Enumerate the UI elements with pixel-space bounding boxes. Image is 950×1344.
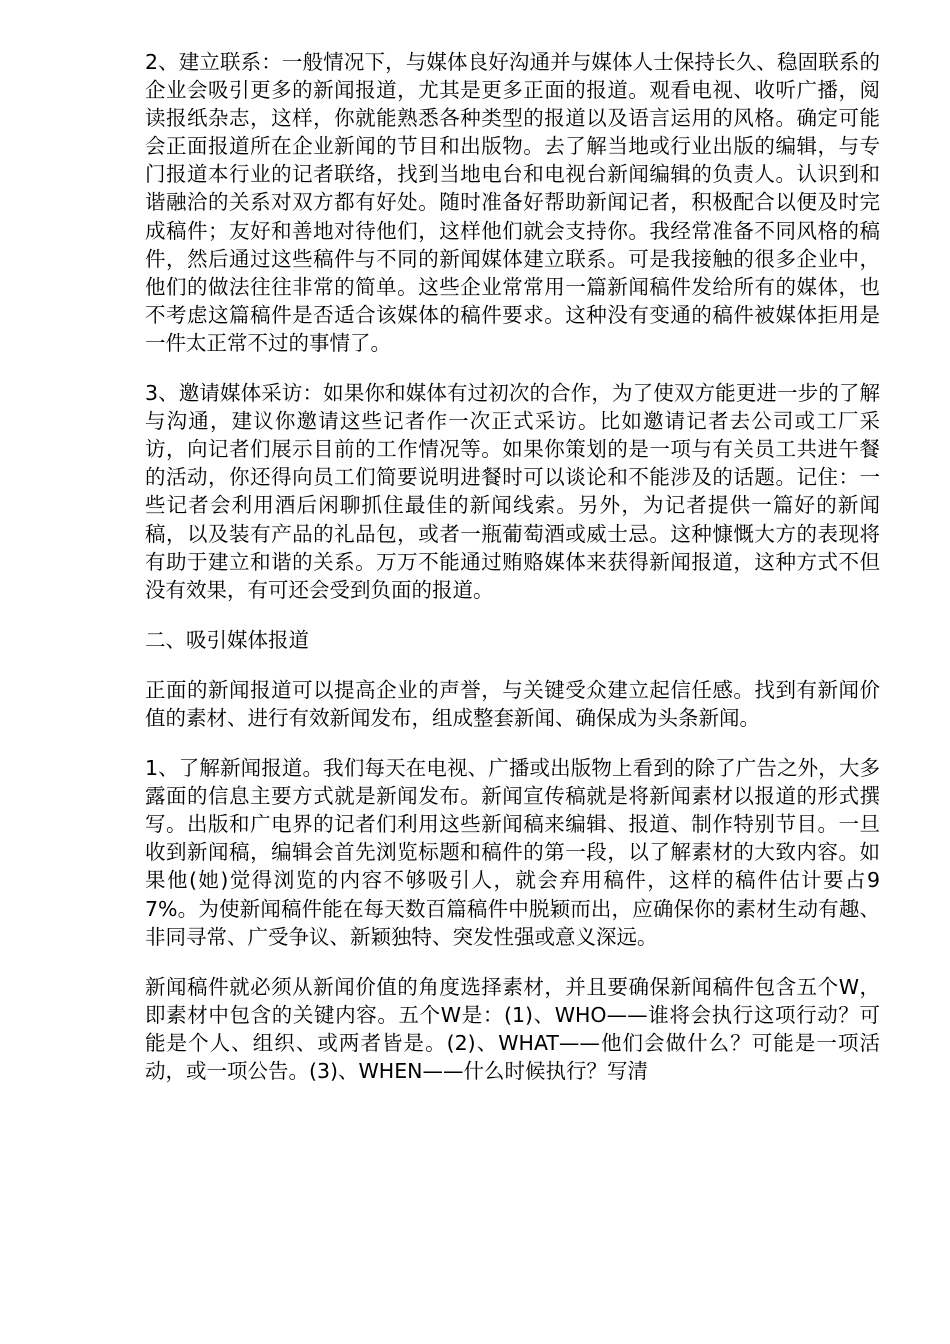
paragraph-positive-coverage: 正面的新闻报道可以提高企业的声誉，与关键受众建立起信任感。找到有新闻价值的素材、进行有效新闻发布，组成整套新闻、确保成为头条新闻。 bbox=[145, 677, 880, 730]
document-page bbox=[145, 48, 880, 1107]
paragraph-understand-news: 1、了解新闻报道。我们每天在电视、广播或出版物上看到的除了广告之外，大多露面的信息主要方式就是新闻发布。新闻宣传稿就是将新闻素材以报道的形式撰写。出版和广电界的记者们利用这些新闻稿来编辑、报道、制作特别节目。一旦收到新闻稿，编辑会首先浏览标题和稿件的第一段，以了解素材的大致内容。如果他(她)觉得浏览的内容不够吸引人，就会弃用稿件，这样的稿件估计要占97%。为使新闻稿件能在每天数百篇稿件中脱颖而出，应确保你的素材生动有趣、非同寻常、广受争议、新颖独特、突发性强或意义深远。 bbox=[145, 756, 880, 949]
paragraph-build-relations: 2、建立联系：一般情况下，与媒体良好沟通并与媒体人士保持长久、稳固联系的企业会吸引更多的新闻报道，尤其是更多正面的报道。观看电视、收听广播，阅读报纸杂志，这样，你就能熟悉各种类型的报道以及语言运用的风格。确定可能会正面报道所在企业新闻的节目和出版物。去了解当地或行业出版的编辑，与专门报道本行业的记者联络，找到当地电台和电视台新闻编辑的负责人。认识到和谐融洽的关系对双方都有好处。随时准备好帮助新闻记者，积极配合以便及时完成稿件；友好和善地对待他们，这样他们就会支持你。我经常准备不同风格的稿件，然后通过这些稿件与不同的新闻媒体建立联系。可是我接触的很多企业中，他们的做法往往非常的简单。这些企业常常用一篇新闻稿件发给所有的媒体，也不考虑这篇稿件是否适合该媒体的稿件要求。这种没有变通的稿件被媒体拒用是一件太正常不过的事情了。 bbox=[145, 50, 880, 355]
section-heading-attract-media: 二、吸引媒体报道 bbox=[145, 627, 309, 652]
paragraph-five-w: 新闻稿件就必须从新闻价值的角度选择素材，并且要确保新闻稿件包含五个W，即素材中包含的关键内容。五个W是：(1)、WHO——谁将会执行这项行动？可能是个人、组织、或两者皆是。(2)、WHAT——他们会做什么？可能是一项活动，或一项公告。(3)、WHEN——什么时候执行？写清 bbox=[145, 974, 880, 1083]
paragraph-invite-media: 3、邀请媒体采访：如果你和媒体有过初次的合作，为了使双方能更进一步的了解与沟通，建议你邀请这些记者作一次正式采访。比如邀请记者去公司或工厂采访，向记者们展示目前的工作情况等。如果你策划的是一项与有关员工共进午餐的活动，你还得向员工们简要说明进餐时可以谈论和不能涉及的话题。记住：一些记者会利用酒后闲聊抓住最佳的新闻线索。另外，为记者提供一篇好的新闻稿，以及装有产品的礼品包，或者一瓶葡萄酒或威士忌。这种慷慨大方的表现将有助于建立和谐的关系。万万不能通过贿赂媒体来获得新闻报道，这种方式不但没有效果，有可还会受到负面的报道。 bbox=[145, 381, 880, 602]
